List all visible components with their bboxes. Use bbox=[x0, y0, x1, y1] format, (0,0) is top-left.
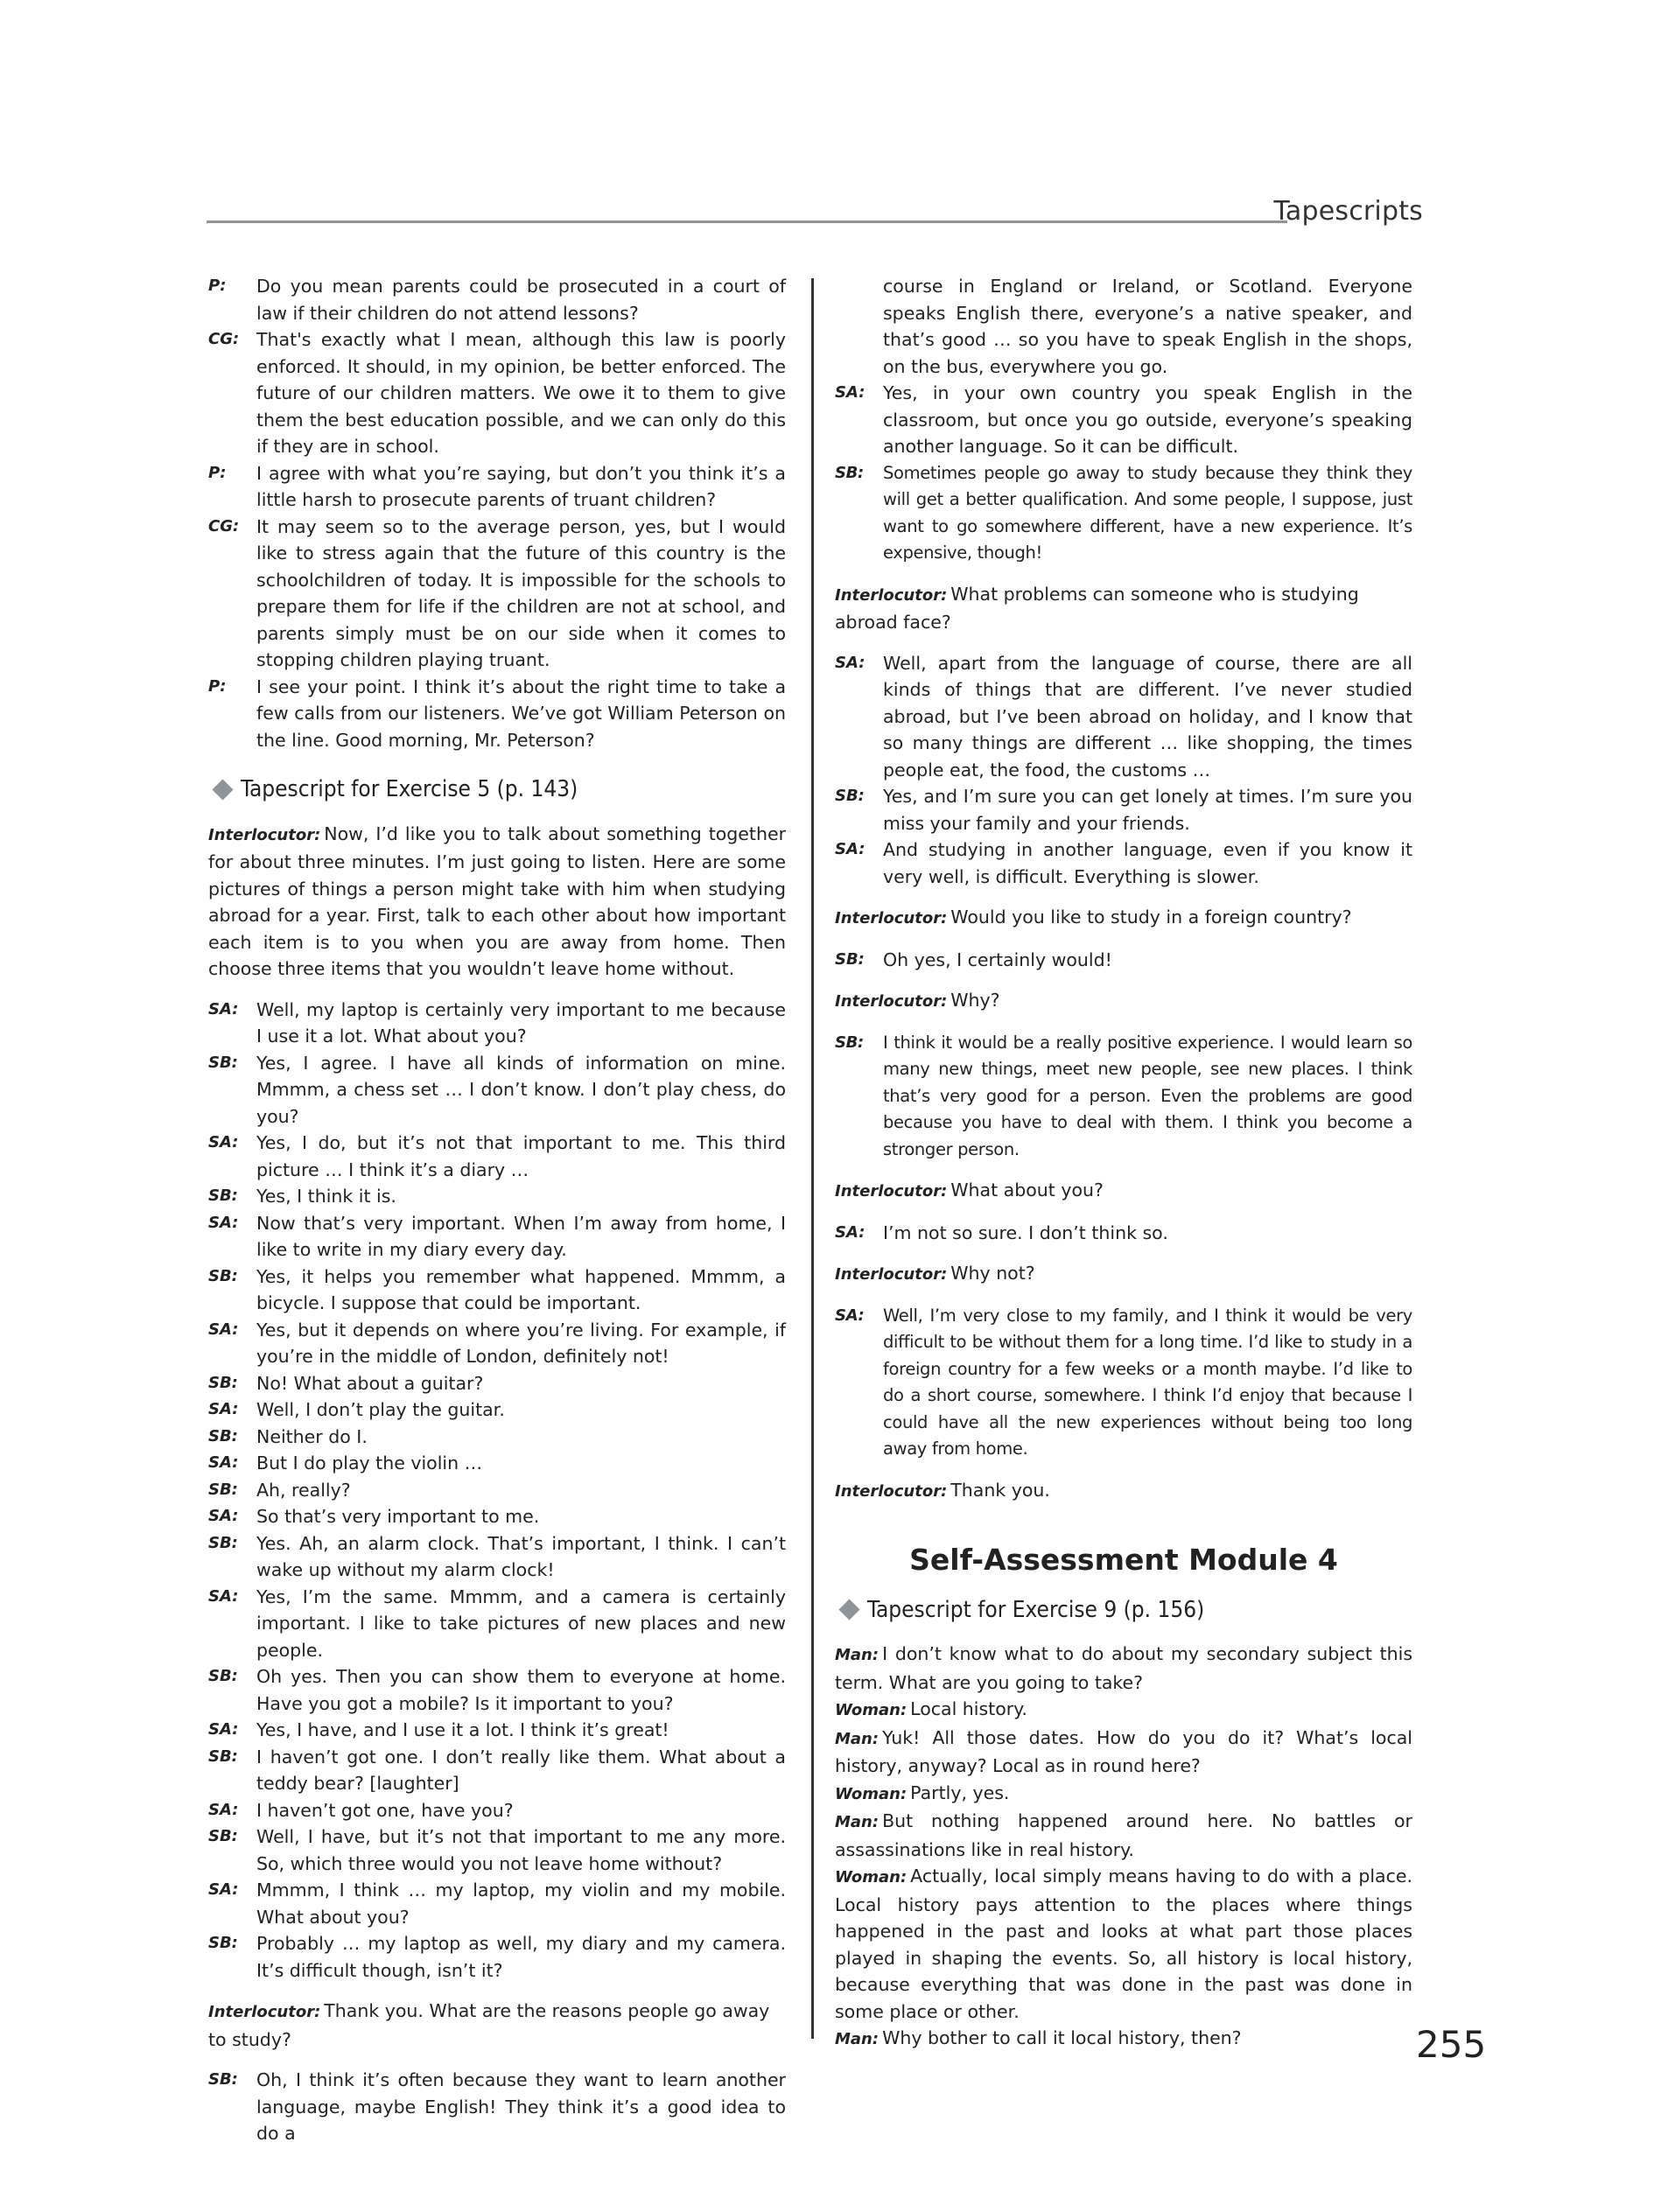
turn-text: Well, my laptop is certainly very important to me because I use it a lot. What about you? bbox=[256, 998, 786, 1046]
speaker-label: SA: bbox=[208, 1800, 239, 1819]
speaker-label: Man: bbox=[835, 1646, 880, 1664]
dialogue-turn bbox=[208, 1744, 786, 1797]
right-column bbox=[835, 273, 1412, 2054]
turn-text: But I do play the violin … bbox=[256, 1452, 483, 1474]
section-heading-text: Tapescript for Exercise 9 (p. 156) bbox=[867, 1596, 1205, 1623]
dialogue-turn bbox=[835, 1220, 1412, 1247]
turn-text: Well, I don’t play the guitar. bbox=[256, 1399, 505, 1420]
dialogue-turn bbox=[208, 997, 786, 1050]
speaker-label: Interlocutor: bbox=[208, 2003, 321, 2021]
speaker-label: SB: bbox=[835, 463, 864, 482]
turn-text: I haven’t got one. I don’t really like them. What about a teddy bear? [laughter] bbox=[256, 1746, 786, 1794]
dialogue-turn bbox=[208, 1183, 786, 1210]
speaker-label: SA: bbox=[835, 1222, 866, 1242]
line-text: Why bother to call it local history, then? bbox=[882, 2027, 1242, 2048]
turn-text: Mmmm, I think … my laptop, my violin and my mobile. What about you? bbox=[256, 1880, 786, 1928]
speaker-label: Man: bbox=[835, 1813, 880, 1831]
dialogue-turn bbox=[208, 1050, 786, 1130]
speaker-label: SA: bbox=[208, 1720, 239, 1739]
intro-text: Now, I’d like you to talk about something together for about three minutes. I’m just going to listen. Here are some pictures of things a person might take with him when studying abroad for a year. First, talk to each other about how important each item is to you when you are away from home. Then choose three items that you wouldn’t leave home without. bbox=[208, 822, 786, 979]
speaker-label: SB: bbox=[208, 1186, 238, 1205]
dialogue-turn bbox=[208, 1824, 786, 1877]
turn-text: Oh yes, I certainly would! bbox=[883, 948, 1112, 970]
line-text: Local history. bbox=[910, 1698, 1027, 1719]
dialogue-turn bbox=[208, 1477, 786, 1504]
dialogue-turn bbox=[208, 1797, 786, 1824]
line-text: I don’t know what to do about my secondary subject this term. What are you going to take? bbox=[835, 1643, 1412, 1693]
dialogue-turn bbox=[208, 1450, 786, 1477]
speaker-label: SB: bbox=[835, 949, 865, 969]
turn-text: I agree with what you’re saying, but don’t you think it’s a little harsh to prosecute parents of truant children? bbox=[256, 462, 786, 510]
section-heading-exercise-9 bbox=[835, 1597, 1412, 1624]
speaker-label: SA: bbox=[208, 1400, 239, 1418]
question-text: Why not? bbox=[950, 1263, 1035, 1284]
dialogue-turn bbox=[835, 1303, 1412, 1463]
speaker-label: SA: bbox=[835, 1306, 865, 1325]
speaker-label: Interlocutor: bbox=[835, 909, 948, 928]
continued-turn-text: course in England or Ireland, or Scotland. Everyone speaks English there, everyone’s a native speaker, and that’s good … so you have to speak English in the shops, on the bus, everywhere you go. bbox=[883, 276, 1412, 377]
turn-text: Yes, I agree. I have all kinds of information on mine. Mmmm, a chess set … I don’t know. I don’t play chess, do you? bbox=[256, 1052, 786, 1127]
dialogue-turn bbox=[835, 380, 1412, 460]
diamond-bullet-icon bbox=[212, 779, 233, 800]
speaker-label: Interlocutor: bbox=[835, 585, 948, 605]
speaker-label: SA: bbox=[208, 999, 239, 1018]
module-title: Self-Assessment Module 4 bbox=[909, 1543, 1338, 1577]
interlocutor-question bbox=[835, 1260, 1412, 1289]
turn-text: Yes, I have, and I use it a lot. I think it’s great! bbox=[256, 1719, 669, 1740]
page-number: 255 bbox=[1416, 2023, 1487, 2066]
dialogue-turn bbox=[208, 1264, 786, 1317]
dialogue-turn bbox=[208, 1877, 786, 1930]
interlocutor-closing bbox=[835, 1477, 1412, 1506]
speaker-label: SA: bbox=[208, 1453, 239, 1472]
turn-text: Ah, really? bbox=[256, 1479, 351, 1501]
turn-text: Yes, in your own country you speak English in the classroom, but once you go outside, everyone’s speaking another language. So it can be difficult. bbox=[883, 382, 1412, 457]
dialogue-turn bbox=[208, 1317, 786, 1370]
turn-text: And studying in another language, even if you know it very well, is difficult. Everything is slower. bbox=[883, 839, 1412, 887]
speaker-label: SA: bbox=[208, 1507, 239, 1525]
speaker-label: SB: bbox=[208, 1746, 238, 1766]
dialogue-turn bbox=[208, 1396, 786, 1424]
dialogue-line bbox=[835, 1863, 1412, 2025]
dialogue-turn bbox=[208, 1584, 786, 1664]
interlocutor-question bbox=[835, 904, 1412, 933]
turn-text: Well, apart from the language of course, there are all kinds of things that are different. I’ve never studied abroad, but I’ve been abroad on holiday, and I know that so many things are different … like shopping, the times people eat, the food, the customs … bbox=[883, 652, 1412, 780]
question-text: What problems can someone who is studying abroad face? bbox=[835, 583, 1359, 633]
running-head-title: Tapescripts bbox=[1273, 196, 1423, 227]
turn-text: Sometimes people go away to study because they think they will get a better qualification. And some people, I suppose, just want to go somewhere different, have a new experience. It’s expensive, though! bbox=[883, 462, 1412, 563]
speaker-label: SB: bbox=[208, 1934, 238, 1952]
section-heading-exercise-5 bbox=[208, 776, 786, 803]
speaker-label: SA: bbox=[208, 1320, 239, 1339]
turn-text: Do you mean parents could be prosecuted in a court of law if their children do not attend lessons? bbox=[256, 276, 786, 324]
speaker-label: SB: bbox=[208, 1373, 238, 1392]
speaker-label: CG: bbox=[208, 516, 240, 536]
speaker-label: Interlocutor: bbox=[835, 1182, 948, 1200]
speaker-label: Interlocutor: bbox=[835, 1481, 948, 1501]
dialogue-turn bbox=[835, 836, 1412, 890]
diamond-bullet-icon bbox=[838, 1600, 859, 1620]
dialogue-turn bbox=[208, 273, 786, 326]
turn-text: That's exactly what I mean, although this law is poorly enforced. It should, in my opinion, be better enforced. The future of our children matters. We owe it to them to give them the best education possible, and we can only do this if they are in school. bbox=[256, 329, 786, 457]
line-text: Actually, local simply means having to do with a place. Local history pays attention to the places where things happened in the past and looks at what part those places played in shaping the events. So, all history is local history, because everything that was done in the past was done in some place or other. bbox=[835, 1866, 1412, 2022]
dialogue-turn bbox=[208, 1530, 786, 1584]
dialogue-turn bbox=[208, 460, 786, 514]
dialogue-line bbox=[835, 1725, 1412, 1780]
dialogue-turn bbox=[208, 1424, 786, 1451]
speaker-label: SA: bbox=[835, 383, 866, 402]
turn-text: Yes, I’m the same. Mmmm, and a camera is certainly important. I like to take pictures of new places and new people. bbox=[256, 1586, 786, 1661]
speaker-label: SB: bbox=[208, 2070, 238, 2089]
turn-text: Neither do I. bbox=[256, 1425, 368, 1447]
speaker-label: P: bbox=[208, 463, 227, 482]
speaker-label: Woman: bbox=[835, 1784, 908, 1803]
speaker-label: SB: bbox=[208, 1426, 238, 1446]
closing-text: Thank you. bbox=[950, 1479, 1050, 1501]
speaker-label: Woman: bbox=[835, 1868, 908, 1886]
turn-text: I think it would be a really positive experience. I would learn so many new things, meet new people, see new places. I think that’s very good for a person. Even the problems are good because you have to deal with them. I think you become a stronger person. bbox=[883, 1032, 1412, 1159]
speaker-label: Interlocutor: bbox=[835, 1265, 948, 1284]
turn-text: Probably … my laptop as well, my diary and my camera. It’s difficult though, isn’t it? bbox=[256, 1933, 786, 1981]
speaker-label: SA: bbox=[835, 653, 866, 672]
dialogue-turn bbox=[208, 1717, 786, 1744]
dialogue-turn bbox=[208, 674, 786, 754]
turn-text: Well, I’m very close to my family, and I think it would be very difficult to be without them for a long time. I’d like to study in a foreign country for a few weeks or a month maybe. I’d like to do a short course, somewhere. I think I’d enjoy that because I could have all the new experiences without being too long away from home. bbox=[883, 1305, 1412, 1459]
interlocutor-intro bbox=[208, 821, 786, 983]
turn-text: Yes, but it depends on where you’re living. For example, if you’re in the middle of London, definitely not! bbox=[256, 1319, 786, 1367]
left-column bbox=[208, 273, 786, 2147]
interlocutor-question bbox=[835, 581, 1412, 636]
dialogue-turn bbox=[208, 1503, 786, 1530]
header-rule bbox=[207, 220, 1287, 223]
speaker-label: SB: bbox=[208, 1533, 238, 1552]
speaker-label: P: bbox=[208, 276, 227, 295]
running-head bbox=[207, 196, 1423, 231]
dialogue-turn bbox=[835, 1030, 1412, 1164]
speaker-label: P: bbox=[208, 676, 227, 696]
turn-text: Yes, I do, but it’s not that important to me. This third picture … I think it’s a diary … bbox=[256, 1132, 786, 1180]
turn-text: I’m not so sure. I don’t think so. bbox=[883, 1222, 1168, 1243]
speaker-label: SB: bbox=[208, 1667, 238, 1685]
dialogue-turn bbox=[835, 783, 1412, 836]
turn-text: Yes, I think it is. bbox=[256, 1186, 396, 1207]
turn-text: No! What about a guitar? bbox=[256, 1372, 484, 1394]
speaker-label: SB: bbox=[208, 1827, 238, 1845]
speaker-label: Woman: bbox=[835, 1701, 908, 1719]
dialogue-turn bbox=[835, 650, 1412, 784]
speaker-label: Interlocutor: bbox=[835, 992, 948, 1011]
speaker-label: SB: bbox=[208, 1053, 238, 1072]
dialogue-turn bbox=[208, 1930, 786, 1984]
question-text: Why? bbox=[950, 990, 1000, 1011]
dialogue-turn bbox=[208, 1210, 786, 1264]
dialogue-turn bbox=[208, 2067, 786, 2147]
speaker-label: CG: bbox=[208, 330, 240, 348]
speaker-label: Interlocutor: bbox=[208, 825, 321, 844]
speaker-label: Man: bbox=[835, 2030, 880, 2048]
question-text: What about you? bbox=[950, 1180, 1104, 1200]
dialogue-turn bbox=[835, 947, 1412, 974]
turn-text: It may seem so to the average person, yes, but I would like to stress again that the future of this country is the schoolchildren of today. It is impossible for the schools to prepare them for life if the children are not at school, and parents simply must be on our side when it comes to stopping children playing truant. bbox=[256, 515, 786, 670]
speaker-label: Man: bbox=[835, 1729, 880, 1748]
question-text: Thank you. What are the reasons people go away to study? bbox=[208, 2000, 770, 2050]
turn-text: I see your point. I think it’s about the right time to take a few calls from our listeners. We’ve got William Peterson on the line. Good morning, Mr. Peterson? bbox=[256, 676, 786, 751]
speaker-label: SA: bbox=[835, 840, 866, 858]
interlocutor-question bbox=[835, 1177, 1412, 1206]
interlocutor-question bbox=[835, 987, 1412, 1016]
line-text: But nothing happened around here. No battles or assassinations like in real history. bbox=[835, 1810, 1412, 1860]
section-heading-text: Tapescript for Exercise 5 (p. 143) bbox=[241, 776, 578, 802]
dialogue-turn bbox=[208, 326, 786, 460]
dialogue-turn bbox=[835, 460, 1412, 567]
line-text: Yuk! All those dates. How do you do it? What’s local history, anyway? Local as in round here? bbox=[835, 1726, 1412, 1776]
dialogue-turn bbox=[208, 514, 786, 674]
turn-text: Well, I have, but it’s not that important to me any more. So, which three would you not leave home without? bbox=[256, 1826, 786, 1874]
dialogue-line bbox=[835, 1696, 1412, 1725]
speaker-label: SB: bbox=[835, 1032, 864, 1052]
dialogue-turn bbox=[208, 1663, 786, 1717]
speaker-label: SA: bbox=[208, 1133, 239, 1152]
interlocutor-question bbox=[208, 1998, 786, 2053]
speaker-label: SB: bbox=[208, 1480, 238, 1499]
dialogue-turn bbox=[208, 1130, 786, 1183]
speaker-label: SA: bbox=[208, 1213, 239, 1232]
turn-text: Yes, it helps you remember what happened. Mmmm, a bicycle. I suppose that could be important. bbox=[256, 1265, 786, 1313]
turn-text: Oh yes. Then you can show them to everyone at home. Have you got a mobile? Is it important to you? bbox=[256, 1666, 786, 1714]
speaker-label: SA: bbox=[208, 1880, 239, 1899]
line-text: Partly, yes. bbox=[910, 1782, 1010, 1803]
speaker-label: SB: bbox=[835, 787, 865, 805]
dialogue-line bbox=[835, 1780, 1412, 1809]
question-text: Would you like to study in a foreign country? bbox=[950, 906, 1352, 928]
turn-text: So that’s very important to me. bbox=[256, 1506, 540, 1527]
dialogue-line bbox=[835, 1641, 1412, 1696]
turn-text: Now that’s very important. When I’m away from home, I like to write in my diary every day. bbox=[256, 1212, 786, 1260]
column-divider bbox=[811, 278, 814, 2039]
turn-text: Yes. Ah, an alarm clock. That’s important, I think. I can’t wake up without my alarm clock! bbox=[256, 1532, 786, 1580]
dialogue-line bbox=[835, 1808, 1412, 1863]
turn-text: Yes, and I’m sure you can get lonely at times. I’m sure you miss your family and your friends. bbox=[883, 786, 1412, 834]
dialogue-line bbox=[835, 2025, 1412, 2054]
turn-text: I haven’t got one, have you? bbox=[256, 1799, 514, 1821]
turn-text: Oh, I think it’s often because they want to learn another language, maybe English! They think it’s a good idea to do a bbox=[256, 2069, 786, 2144]
speaker-label: SB: bbox=[208, 1266, 238, 1285]
speaker-label: SA: bbox=[208, 1586, 239, 1606]
dialogue-turn bbox=[208, 1370, 786, 1397]
